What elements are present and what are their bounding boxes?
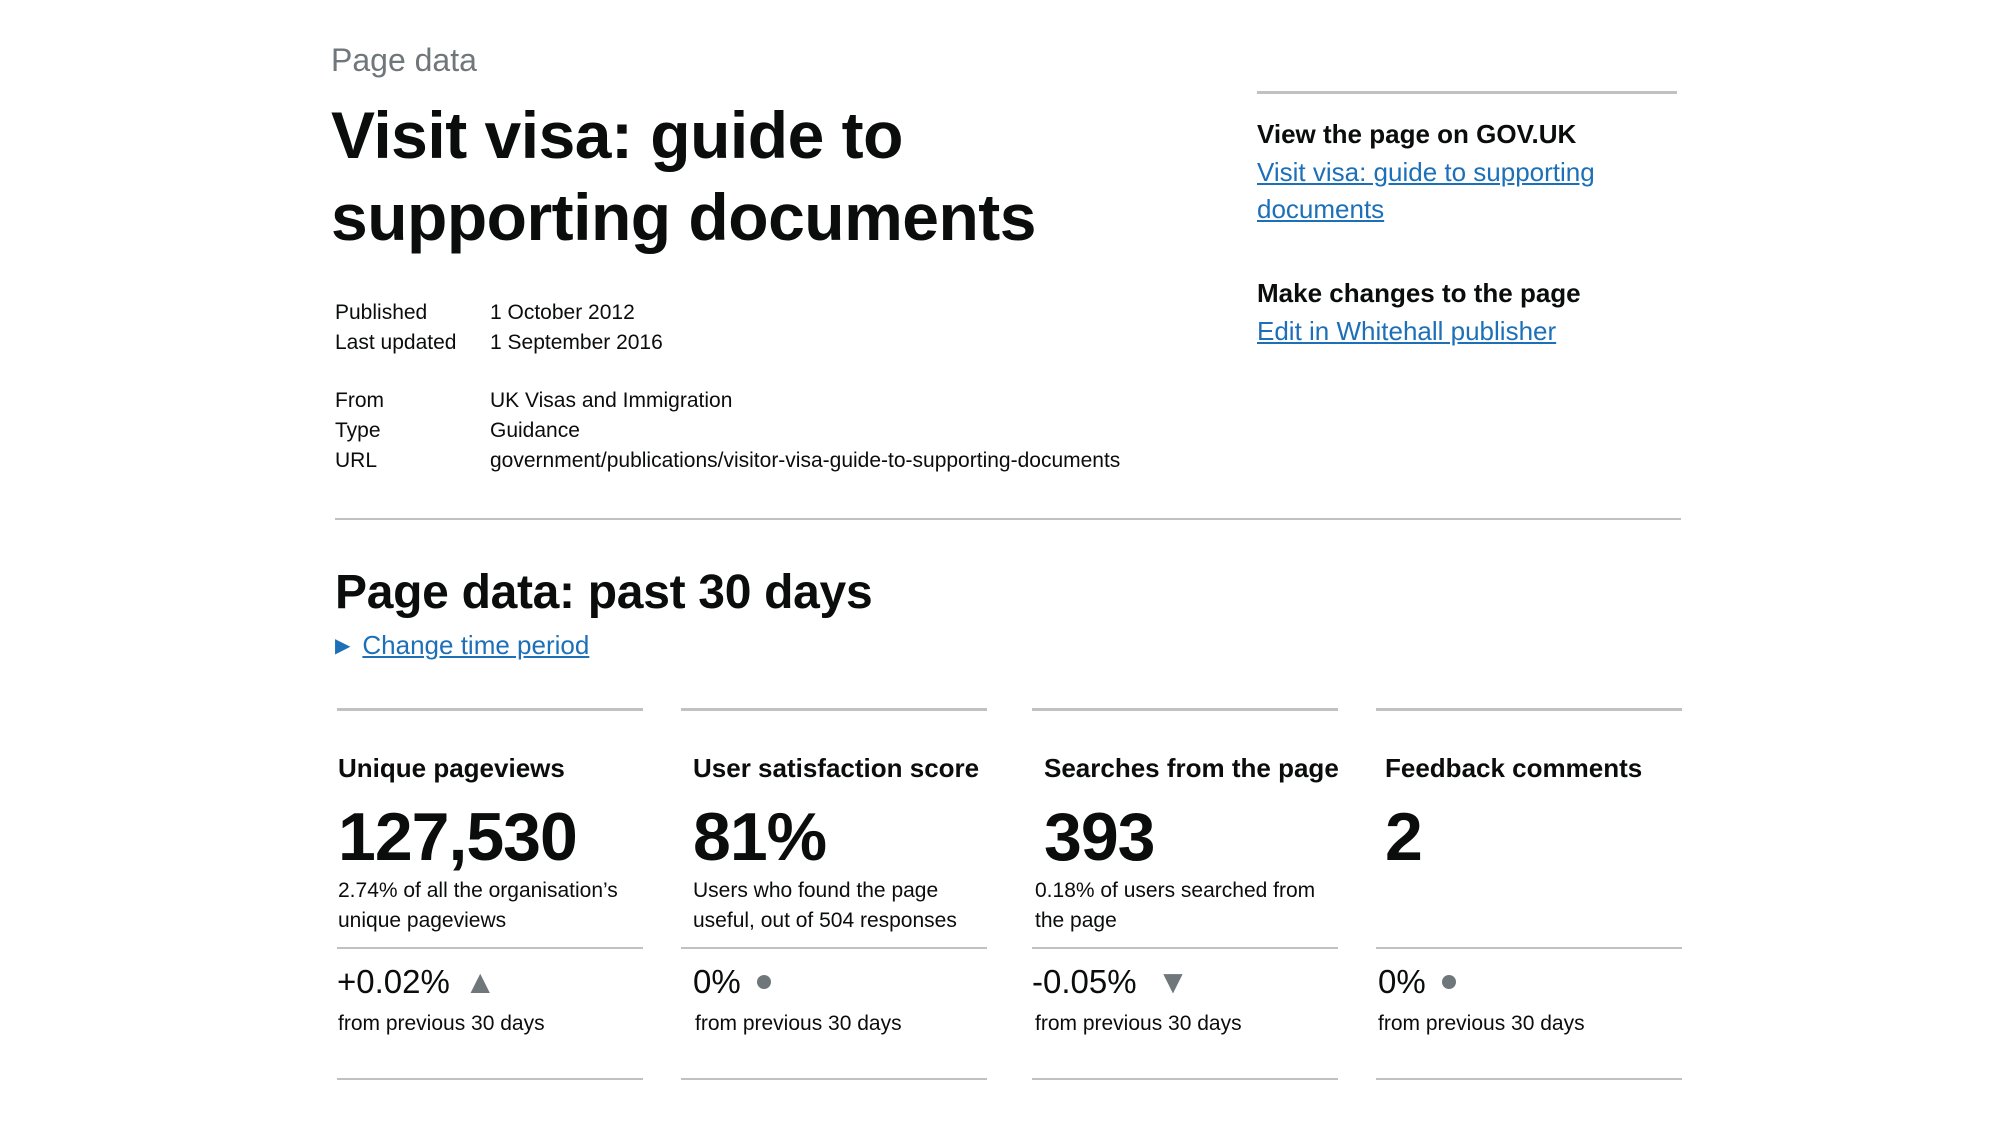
dot-icon <box>1442 975 1456 989</box>
metric-change <box>693 963 771 1001</box>
metric-card-unique-pageviews <box>337 708 643 1035</box>
url-label: URL <box>335 449 378 472</box>
metric-value: 2 <box>1385 799 1422 875</box>
last-updated-row <box>335 328 663 358</box>
edit-in-whitehall-link[interactable]: Edit in Whitehall publisher <box>1257 316 1557 346</box>
dot-icon <box>757 975 771 989</box>
metric-card-user-satisfaction <box>681 708 987 1035</box>
metric-change-value: 0% <box>693 963 741 1000</box>
view-on-govuk-link[interactable]: Visit visa: guide to supporting documents <box>1257 157 1595 224</box>
metric-description: 0.18% of users searched from the page <box>1035 879 1316 932</box>
related-actions-sidebar <box>1257 91 1677 350</box>
metric-card-searches <box>1032 708 1339 1035</box>
change-time-period-toggle[interactable] <box>335 630 589 661</box>
metric-divider <box>1032 947 1338 949</box>
metric-change-period: from previous 30 days <box>1378 1012 1585 1035</box>
type-value: Guidance <box>490 419 580 442</box>
metric-title: Unique pageviews <box>338 753 565 783</box>
metric-description: 2.74% of all the organisation’s unique pageviews <box>338 879 618 932</box>
published-label: Published <box>335 301 428 324</box>
section-divider <box>335 518 1681 520</box>
metric-change-period: from previous 30 days <box>338 1012 545 1035</box>
metric-change <box>1032 963 1189 1001</box>
metric-value: 393 <box>1044 799 1155 875</box>
metric-change-value: -0.05% <box>1032 963 1137 1000</box>
published-value: 1 October 2012 <box>490 301 635 324</box>
last-updated-value: 1 September 2016 <box>490 331 663 354</box>
type-label: Type <box>335 419 381 442</box>
metric-change <box>1378 963 1456 1001</box>
page-title: Visit visa: guide to supporting documents <box>331 98 1036 254</box>
make-changes-heading: Make changes to the page <box>1257 278 1581 308</box>
from-row <box>335 386 1120 416</box>
metric-title: Feedback comments <box>1385 753 1643 783</box>
metric-bottom-border <box>1376 1078 1682 1080</box>
type-row <box>335 416 1120 446</box>
published-row <box>335 298 663 328</box>
publish-metadata <box>335 298 663 358</box>
metric-value: 81% <box>693 799 827 875</box>
section-title: Page data: past 30 days <box>335 566 873 619</box>
triangle-right-icon: ▶ <box>335 635 351 657</box>
page-caption: Page data <box>331 42 477 78</box>
change-time-period-label: Change time period <box>362 630 590 660</box>
metric-change-period: from previous 30 days <box>695 1012 902 1035</box>
metric-change-value: 0% <box>1378 963 1426 1000</box>
metric-divider <box>337 947 643 949</box>
url-row <box>335 446 1120 476</box>
metric-divider <box>681 947 987 949</box>
view-page-heading: View the page on GOV.UK <box>1257 119 1577 149</box>
metric-value: 127,530 <box>338 799 577 875</box>
page-metadata <box>335 386 1120 476</box>
metric-bottom-border <box>337 1078 643 1080</box>
metric-divider <box>1376 947 1682 949</box>
metric-bottom-border <box>681 1078 987 1080</box>
metric-description: Users who found the page useful, out of 504 responses <box>693 879 957 932</box>
metric-change <box>337 963 497 1001</box>
metric-title: Searches from the page <box>1044 753 1339 783</box>
triangle-up-icon: ▲ <box>463 963 497 1000</box>
metric-title: User satisfaction score <box>693 753 980 783</box>
from-value: UK Visas and Immigration <box>490 389 733 412</box>
url-value: government/publications/visitor-visa-guide-to-supporting-documents <box>490 449 1121 472</box>
last-updated-label: Last updated <box>335 331 457 354</box>
metric-change-value: +0.02% <box>337 963 450 1000</box>
from-label: From <box>335 389 384 412</box>
triangle-down-icon: ▼ <box>1156 963 1190 1000</box>
metric-bottom-border <box>1032 1078 1338 1080</box>
metric-card-feedback-comments <box>1376 708 1682 1035</box>
metric-change-period: from previous 30 days <box>1035 1012 1242 1035</box>
